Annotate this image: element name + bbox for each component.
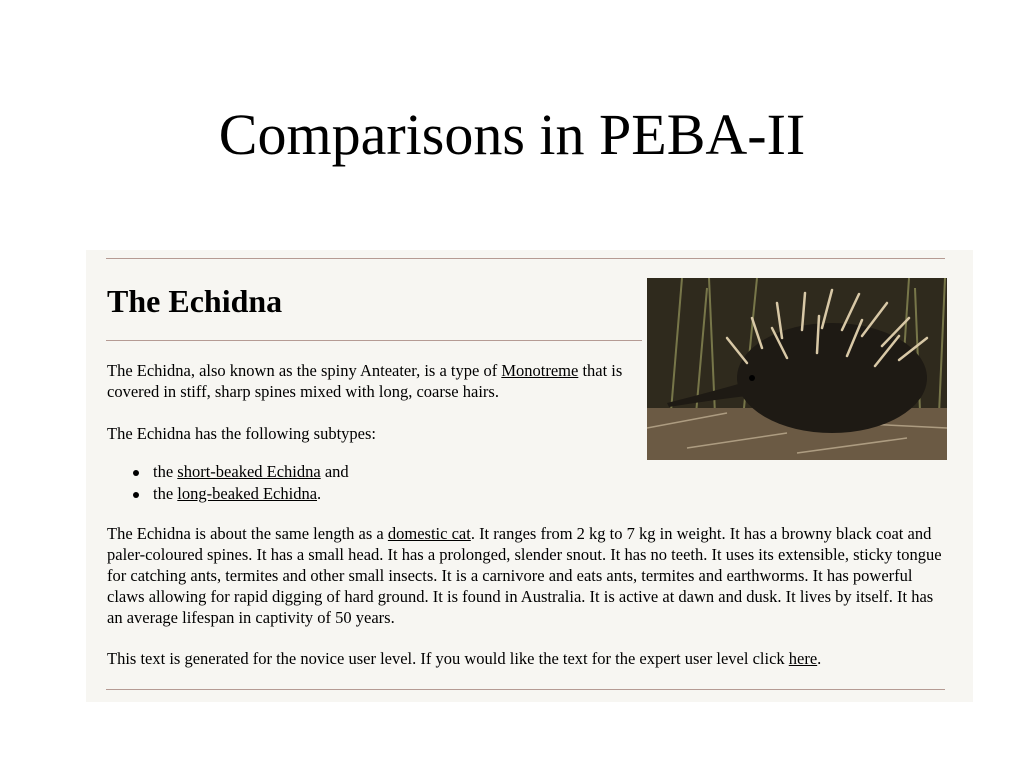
domestic-cat-link[interactable]: domestic cat xyxy=(387,524,471,543)
heading-divider xyxy=(106,340,642,341)
description-paragraph xyxy=(107,523,947,628)
slide-title: Comparisons in PEBA-II xyxy=(218,102,806,167)
list-item xyxy=(107,483,642,505)
expert-level-link[interactable]: here xyxy=(788,649,818,668)
list-item-suffix: and xyxy=(320,462,349,481)
top-divider xyxy=(106,258,945,259)
bottom-divider xyxy=(106,689,945,690)
note-text-before: This text is generated for the novice user level. If you would like the text for the expert user level click xyxy=(107,649,789,668)
description-text-before: The Echidna is about the same length as a xyxy=(107,524,388,543)
short-beaked-echidna-link[interactable]: short-beaked Echidna xyxy=(177,462,321,481)
page-heading: The Echidna xyxy=(107,283,283,319)
subtypes-intro: The Echidna has the following subtypes: xyxy=(107,424,376,443)
list-item-prefix: the xyxy=(153,462,178,481)
intro-text-after: that is covered in stiff, sharp spines mixed with long, coarse hairs. xyxy=(107,361,623,401)
note-text-after: . xyxy=(817,649,822,668)
list-item-suffix: . xyxy=(317,484,322,503)
description-text-after: . It ranges from 2 kg to 7 kg in weight. It has a browny black coat and paler-coloured spines. It has a small head. It has a prolonged, slender snout. It has no teeth. It uses its extensible, sticky tongue for catching ants, termites and other small insects. It is a carnivore and eats ants, termites and earthworms. It has powerful claws allowing for rapid digging of hard ground. It is found in Australia. It is active at dawn and dusk. It lives by itself. It has an average lifespan in captivity of 50 years. xyxy=(107,524,942,627)
echidna-photo-icon xyxy=(647,278,947,460)
intro-paragraph xyxy=(107,360,642,402)
intro-text-before: The Echidna, also known as the spiny Anteater, is a type of xyxy=(107,361,502,380)
list-item xyxy=(107,461,642,483)
monotreme-link[interactable]: Monotreme xyxy=(501,361,579,380)
long-beaked-echidna-link[interactable]: long-beaked Echidna xyxy=(177,484,318,503)
echidna-photo xyxy=(647,278,947,460)
subtypes-list xyxy=(107,461,642,505)
user-level-note xyxy=(107,648,947,669)
list-item-prefix: the xyxy=(153,484,178,503)
browser-page-panel xyxy=(86,250,973,702)
